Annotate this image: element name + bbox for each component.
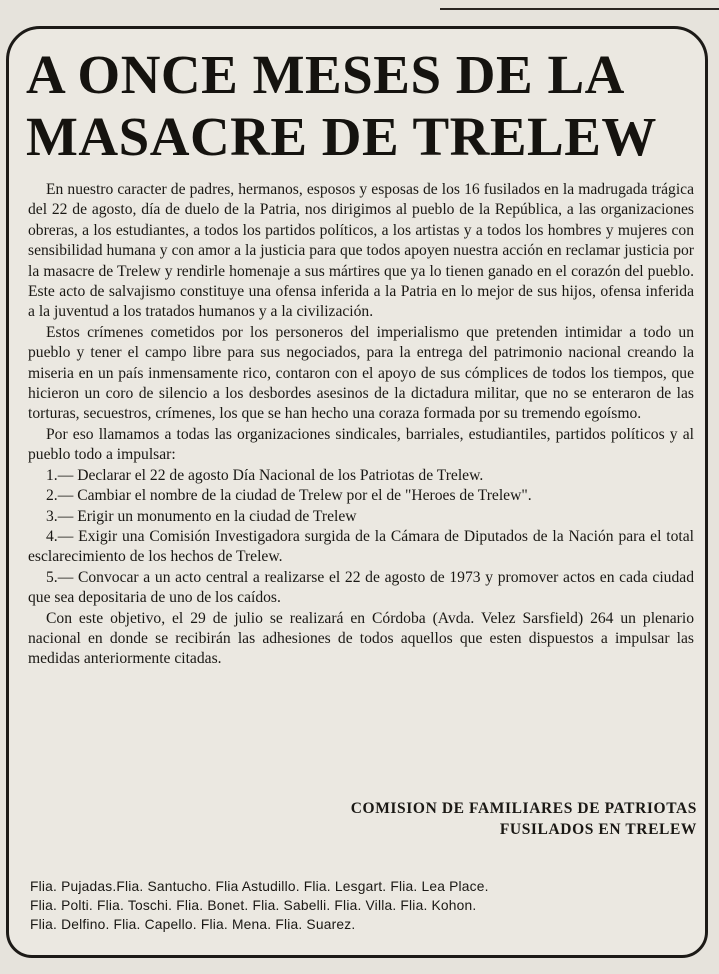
demand-item: 4.— Exigir una Comisión Investigadora surgida de la Cámara de Diputados de la Nación para el total esclarecimiento de los hechos de Trelew. [28, 527, 694, 566]
paragraph-call: Por eso llamamos a todas las organizaciones sindicales, barriales, estudiantiles, partidos políticos y al pueblo todo a impulsar: [28, 425, 694, 464]
headline-line-1: A ONCE MESES DE LA [26, 44, 625, 105]
top-rule [440, 0, 719, 10]
paragraph-intro: En nuestro caracter de padres, hermanos, esposos y esposas de los 16 fusilados en la madrugada trágica del 22 de agosto, día de duelo de la Patria, nos dirigimos al pueblo de la República, a las organizaciones obreras, a los estudiantes, a todos los partidos políticos, a los artistas y a todos los hombres y mujeres con sensibilidad humana y con amor a la justicia para que todos apoyen nuestra acción en reclamar justicia por la masacre de Trelew y rendirle homenaje a sus mártires que ya lo tienen ganado en el corazón del pueblo. Este acto de salvajismo constituye una ofensa inferida a la Patria en lo mejor de sus hijos, ofensa inferida a la juventud a los tratados humanos y a la civilización. [28, 181, 694, 321]
signature [197, 798, 697, 840]
demand-item: 5.— Convocar a un acto central a realizarse el 22 de agosto de 1973 y promover actos en cada ciudad que sea depositaria de uno de los caídos. [28, 568, 694, 607]
demand-item: 2.— Cambiar el nombre de la ciudad de Trelew por el de "Heroes de Trelew". [46, 487, 532, 505]
signature-line-1: COMISION DE FAMILIARES DE PATRIOTAS [350, 800, 697, 817]
family-list [30, 877, 696, 934]
family-list-line-1: Flia. Pujadas.Flia. Santucho. Flia Astudillo. Flia. Lesgart. Flia. Lea Place. [30, 879, 489, 894]
headline [26, 44, 696, 168]
article-body [28, 180, 694, 670]
signature-line-2: FUSILADOS EN TRELEW [499, 821, 697, 838]
demand-item: 3.— Erigir un monumento en la ciudad de Trelew [46, 507, 357, 525]
family-list-line-2: Flia. Polti. Flia. Toschi. Flia. Bonet. Flia. Sabelli. Flia. Villa. Flia. Kohon. [30, 898, 477, 913]
family-list-line-3: Flia. Delfino. Flia. Capello. Flia. Mena. Flia. Suarez. [30, 917, 356, 932]
headline-line-2: MASACRE DE TRELEW [26, 106, 657, 167]
demand-item: 1.— Declarar el 22 de agosto Día Nacional de los Patriotas de Trelew. [46, 466, 484, 484]
paragraph-closing: Con este objetivo, el 29 de julio se realizará en Córdoba (Avda. Velez Sarsfield) 264 un plenario nacional en donde se recibirán las adhesiones de todos aquellos que esten dispuestos a impulsar las medidas anteriormente citadas. [28, 609, 694, 668]
paragraph-crimes: Estos crímenes cometidos por los personeros del imperialismo que pretenden intimidar a todo un pueblo y tener el campo libre para sus negociados, para la entrega del patrimonio nacional creando la miseria en un país inmensamente rico, contaron con el apoyo de sus cómplices de todos los tiempos, que hicieron un coro de silencio a los desbordes asesinos de la dictadura militar, que no se enteraron de las torturas, secuestros, crímenes, los que se han hecho una coraza formada por su tremendo egoísmo. [28, 323, 694, 423]
